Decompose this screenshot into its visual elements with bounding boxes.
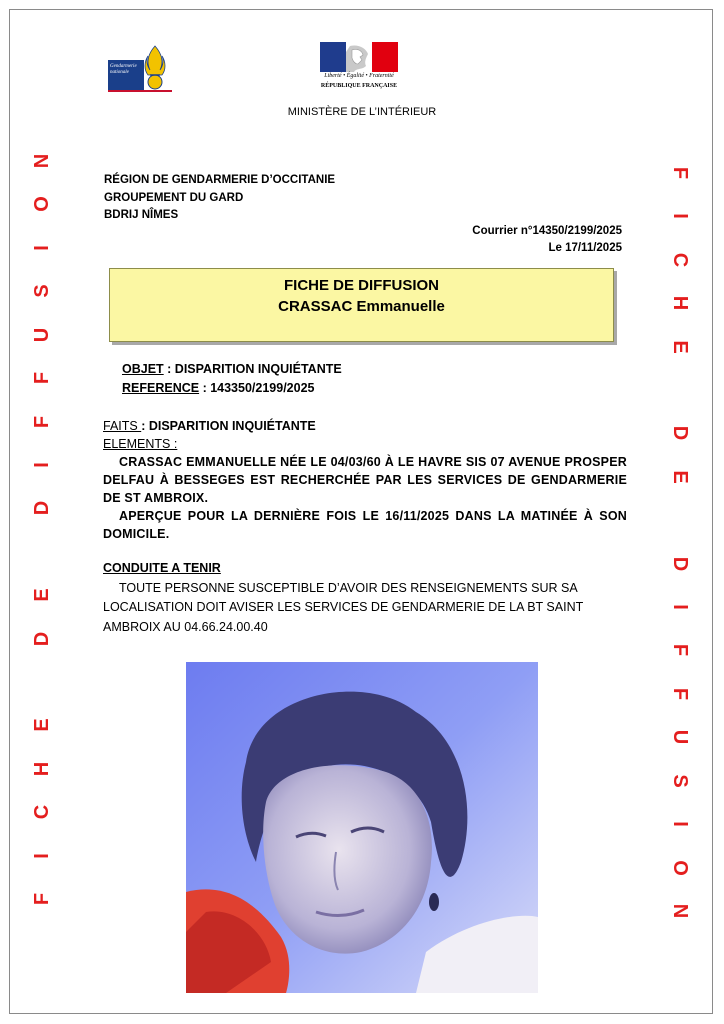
side-title-letter: O	[31, 196, 53, 213]
side-title-letter: O	[669, 859, 691, 876]
side-title-letter: I	[31, 462, 53, 468]
side-title-letter: I	[669, 213, 691, 220]
side-title-letter: E	[31, 718, 53, 733]
side-title-letter: E	[669, 339, 691, 354]
side-title-letter: E	[669, 470, 691, 484]
side-title-letter: H	[669, 295, 691, 311]
objet-value: : DISPARITION INQUIÉTANTE	[163, 362, 342, 376]
side-title-letter: H	[31, 761, 53, 777]
ministry-name: MINISTÈRE DE L’INTÉRIEUR	[287, 106, 437, 118]
side-title-right	[660, 162, 700, 922]
description-paragraph: CRASSAC EMMANUELLE NÉE LE 04/03/60 À LE HAVRE SIS 07 AVENUE PROSPER DELFAU À BESSEGES EST RECHERCHÉE PAR LES SERVICES DE GENDARMERIE DE ST AMBROIX.	[103, 455, 627, 505]
gendarmerie-logo-text-1: Gendarmerie	[110, 64, 137, 69]
side-title-letter: F	[669, 687, 691, 700]
reference-value: : 143350/2199/2025	[199, 381, 315, 395]
banner-title: FICHE DE DIFFUSION	[283, 277, 439, 294]
courrier-number: Courrier n°14350/2199/2025	[472, 225, 622, 237]
gendarmerie-logo-text-2: nationale	[110, 70, 129, 75]
missing-person-photo	[186, 662, 538, 993]
side-title-letter: E	[31, 588, 53, 602]
issuer-unit: BDRIJ NÎMES	[104, 209, 179, 221]
side-title-letter: D	[31, 631, 53, 646]
objet-block	[122, 360, 342, 398]
courrier-date: Le 17/11/2025	[548, 242, 622, 254]
side-title-letter: D	[669, 426, 691, 441]
marianne-logo	[318, 42, 400, 92]
conduct-text: TOUTE PERSONNE SUSCEPTIBLE D’AVOIR DES RENSEIGNEMENTS SUR SA LOCALISATION DOIT AVISER LES SERVICES DE GENDARMERIE DE LA BT SAINT AMBROIX AU 04.66.24.00.40	[103, 580, 584, 634]
tricolor-flag	[320, 42, 398, 72]
letter-reference	[472, 223, 622, 257]
republic-name: RÉPUBLIQUE FRANÇAISE	[320, 83, 398, 89]
issuer-address	[104, 172, 335, 225]
side-title-left	[22, 150, 62, 910]
side-title-letter: I	[669, 821, 691, 827]
side-title-letter: D	[31, 501, 53, 516]
title-banner	[109, 268, 614, 342]
side-title-letter: F	[31, 415, 53, 428]
issuer-region: RÉGION DE GENDARMERIE D’OCCITANIE	[104, 174, 336, 186]
side-title-letter: I	[31, 245, 53, 251]
side-title-letter: C	[31, 804, 53, 820]
elements-label: ELEMENTS :	[103, 437, 178, 451]
gendarmerie-logo	[108, 44, 180, 92]
conduct-block	[103, 559, 633, 637]
side-title-letter: U	[31, 327, 53, 342]
issuer-group: GROUPEMENT DU GARD	[104, 191, 244, 204]
faits-label: FAITS	[103, 419, 142, 433]
side-title-letter: S	[31, 284, 53, 298]
side-title-letter: S	[669, 774, 691, 788]
last-seen-paragraph: APERÇUE POUR LA DERNIÈRE FOIS LE 16/11/2025 DANS LA MATINÉE À SON DOMICILE.	[103, 509, 627, 541]
grenade-flame-icon	[142, 44, 168, 92]
objet-label: OBJET	[122, 362, 164, 376]
side-title-letter: N	[669, 903, 691, 919]
faits-value: : DISPARITION INQUIÉTANTE	[141, 419, 316, 433]
portrait-illustration	[186, 662, 538, 993]
side-title-letter: F	[669, 166, 691, 180]
conduct-title: CONDUITE A TENIR	[103, 561, 221, 575]
side-title-letter: N	[31, 153, 53, 169]
side-title-letter: I	[669, 604, 691, 610]
marianne-profile-icon	[346, 42, 372, 72]
side-title-letter: U	[669, 730, 691, 745]
faits-block	[103, 417, 627, 543]
side-title-letter: F	[669, 644, 691, 657]
side-title-letter: C	[669, 252, 691, 268]
gendarmerie-logo-bar	[108, 90, 172, 92]
republic-motto: Liberté • Égalité • Fraternité	[324, 73, 394, 79]
side-title-letter: D	[669, 556, 691, 571]
side-title-letter: F	[31, 372, 53, 385]
side-title-letter: I	[31, 852, 53, 859]
reference-label: REFERENCE	[122, 381, 200, 395]
banner-person-name: CRASSAC Emmanuelle	[278, 298, 445, 315]
side-title-letter: F	[31, 892, 53, 906]
gendarmerie-logo-box	[108, 60, 144, 90]
